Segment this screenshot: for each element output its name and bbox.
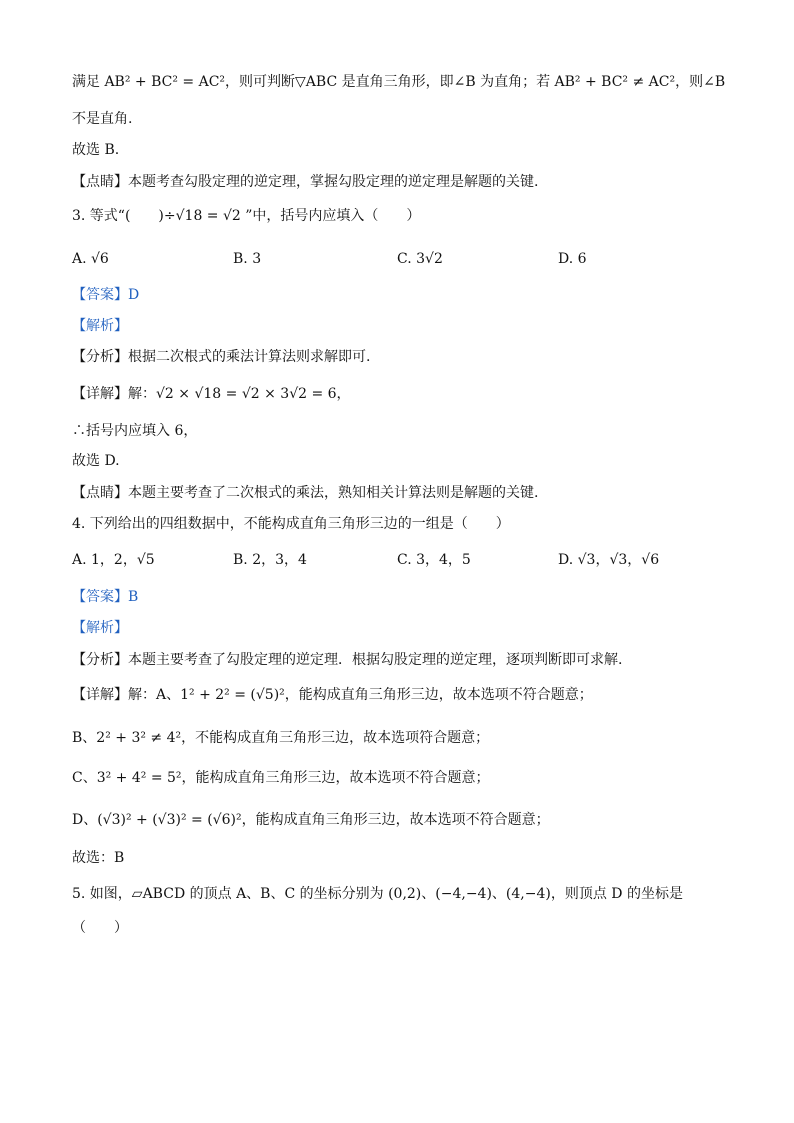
q3-option-b: B. 3 <box>233 251 262 267</box>
analysis-label: 【解析】 <box>72 318 128 334</box>
q4-option-d: D. √3，√3，√6 <box>558 552 660 568</box>
q3-option-a: A. √6 <box>72 251 109 267</box>
answer-label: 【答案】B <box>72 589 139 605</box>
text-line: ∴括号内应填入 6， <box>72 423 198 439</box>
question-4: 4. 下列给出的四组数据中，不能构成直角三角形三边的一组是（ ） <box>72 516 510 532</box>
text-line: B、2² + 3² ≠ 4²，不能构成直角三角形三边，故本选项符合题意； <box>72 730 490 746</box>
text-line: 故选：B <box>72 850 125 866</box>
text-line: 【分析】根据二次根式的乘法计算法则求解即可. <box>72 349 371 365</box>
question-5: 5. 如图，▱ABCD 的顶点 A、B、C 的坐标分别为 (0,2)、(−4,−4)、(4,−4)，则顶点 D 的坐标是 <box>72 886 683 902</box>
comment-line: 【点睛】本题考查勾股定理的逆定理，掌握勾股定理的逆定理是解题的关键. <box>72 174 539 190</box>
text-line: 【分析】本题主要考查了勾股定理的逆定理．根据勾股定理的逆定理，逐项判断即可求解. <box>72 652 623 668</box>
text-line: 【详解】解：A、1² + 2² = (√5)²，能构成直角三角形三边，故本选项不符合题意； <box>72 687 593 703</box>
text-line: 故选 B. <box>72 142 120 158</box>
q3-option-c: C. 3√2 <box>397 251 443 267</box>
text-line: 满足 AB² + BC² = AC²，则可判断▽ABC 是直角三角形，即∠B 为直角；若 AB² + BC² ≠ AC²，则∠B <box>72 74 726 90</box>
text-line: 【详解】解：√2 × √18 = √2 × 3√2 = 6， <box>72 386 351 402</box>
q3-option-d: D. 6 <box>558 251 587 267</box>
text-line: D、(√3)² + (√3)² = (√6)²，能构成直角三角形三边，故本选项不符合题意； <box>72 812 550 828</box>
question-3: 3. 等式“( )÷√18 = √2 ”中，括号内应填入（ ） <box>72 208 421 224</box>
q4-option-b: B. 2，3，4 <box>233 552 307 568</box>
text-line: 故选 D. <box>72 453 120 469</box>
comment-line: 【点睛】本题主要考查了二次根式的乘法，熟知相关计算法则是解题的关键. <box>72 485 539 501</box>
text-line: （ ） <box>72 920 128 936</box>
text-line: 不是直角. <box>72 111 133 127</box>
q4-option-a: A. 1，2，√5 <box>72 552 155 568</box>
analysis-label: 【解析】 <box>72 620 128 636</box>
text-line: C、3² + 4² = 5²，能构成直角三角形三边，故本选项不符合题意； <box>72 770 490 786</box>
answer-label: 【答案】D <box>72 287 140 303</box>
q4-option-c: C. 3，4，5 <box>397 552 471 568</box>
